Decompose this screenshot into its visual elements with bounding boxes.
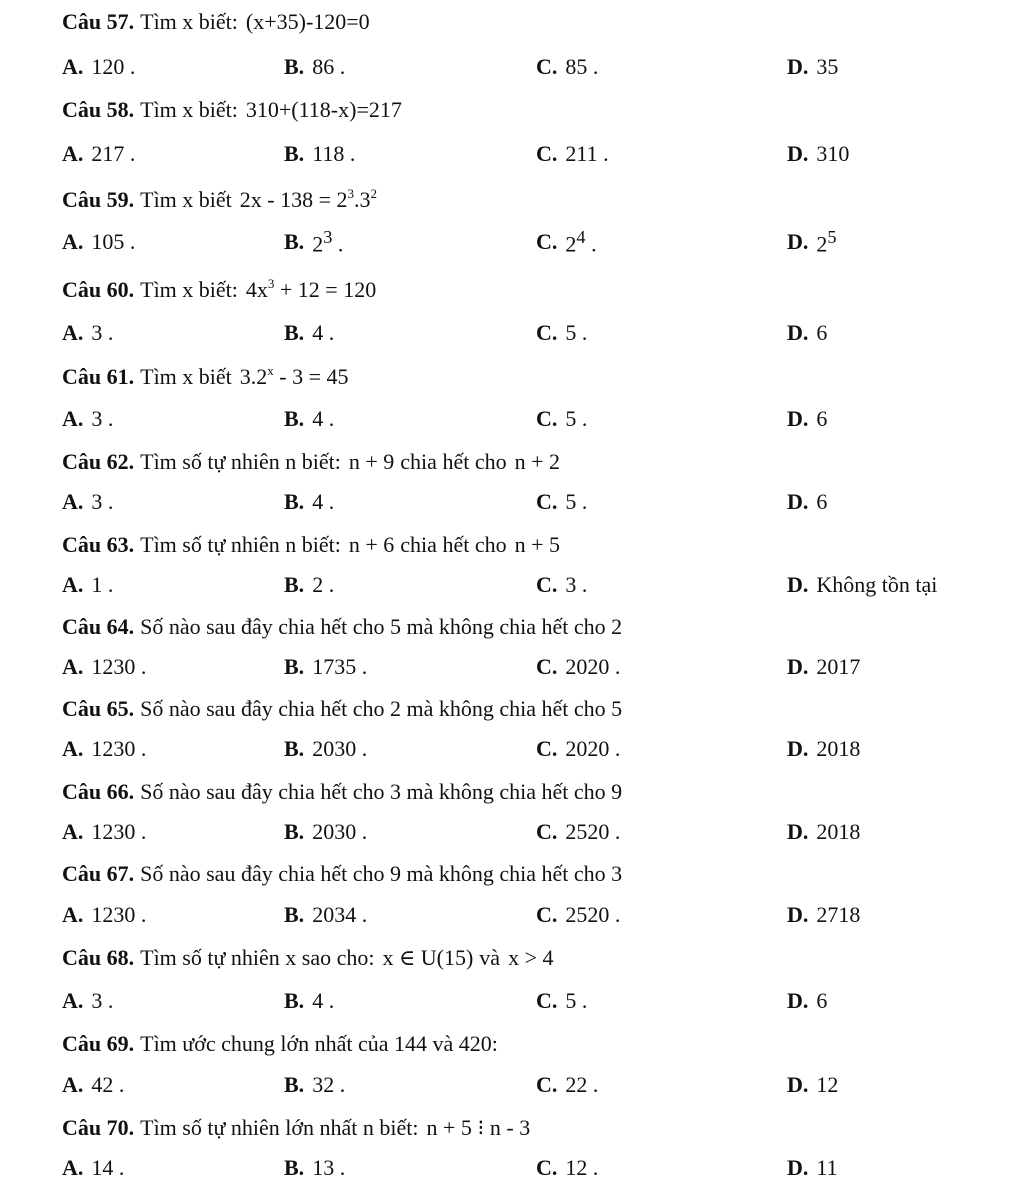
question-label: Câu 65. — [62, 696, 135, 721]
question-math-2: x > 4 — [508, 945, 554, 970]
option-c[interactable]: C. 5 . — [536, 320, 588, 345]
option-c[interactable]: C. 5 . — [536, 988, 588, 1013]
option-d[interactable]: D. 6 — [787, 320, 828, 345]
option-b[interactable]: B. 4 . — [284, 489, 335, 514]
question-text: Tìm x biết — [140, 364, 232, 389]
question-text: Số nào sau đây chia hết cho 3 mà không chia hết cho 9 — [140, 779, 623, 804]
option-d[interactable]: D. 310 — [787, 141, 850, 166]
question-math: (x+35)-120=0 — [245, 9, 370, 34]
option-a[interactable]: A. 3 . — [62, 406, 114, 431]
question-label: Câu 57. — [62, 9, 135, 34]
option-b[interactable]: B. 4 . — [284, 320, 335, 345]
option-c[interactable]: C. 2020 . — [536, 736, 621, 761]
option-c[interactable]: C. 3 . — [536, 572, 588, 597]
option-a[interactable]: A. 1230 . — [62, 819, 147, 844]
question-label: Câu 62. — [62, 449, 135, 474]
options-row — [0, 138, 1024, 170]
question-text-2: và — [479, 945, 501, 970]
question-66 — [62, 776, 622, 808]
option-b[interactable]: B. 4 . — [284, 406, 335, 431]
option-b[interactable]: B. $2^3$ . — [284, 226, 344, 257]
question-text: Tìm x biết: — [140, 9, 238, 34]
option-b[interactable]: B. 4 . — [284, 988, 335, 1013]
question-64 — [62, 611, 622, 643]
question-math: n + 9 — [348, 449, 395, 474]
question-math-2: n + 2 — [514, 449, 561, 474]
question-label: Câu 66. — [62, 779, 135, 804]
option-b[interactable]: B. 118 . — [284, 141, 356, 166]
question-58 — [62, 94, 402, 126]
option-d[interactable]: D. 2718 — [787, 902, 861, 927]
options-row — [0, 51, 1024, 83]
option-d[interactable]: D. 2018 — [787, 819, 861, 844]
option-a[interactable]: A. 3 . — [62, 489, 114, 514]
question-label: Câu 68. — [62, 945, 135, 970]
question-math: n + 6 — [348, 532, 395, 557]
option-b[interactable]: B. 13 . — [284, 1155, 346, 1180]
question-67 — [62, 858, 622, 890]
question-text: Tìm số tự nhiên n biết: — [140, 449, 341, 474]
options-row — [0, 226, 1024, 258]
question-68 — [62, 942, 553, 974]
options-row — [0, 1152, 1024, 1184]
question-text-2: chia hết cho — [400, 449, 507, 474]
option-a[interactable]: A. 3 . — [62, 320, 114, 345]
option-c[interactable]: C. 2020 . — [536, 654, 621, 679]
option-a[interactable]: A. 105 . — [62, 229, 136, 254]
option-d[interactable]: D. 35 — [787, 54, 839, 79]
option-d[interactable]: D. 2018 — [787, 736, 861, 761]
options-row — [0, 569, 1024, 601]
option-c[interactable]: C. 22 . — [536, 1072, 599, 1097]
option-b[interactable]: B. 32 . — [284, 1072, 346, 1097]
question-math: x ∈ U(15) — [382, 945, 474, 970]
question-math: 3.2$^x$ - 3 = 45 — [239, 363, 349, 389]
option-c[interactable]: C. 211 . — [536, 141, 609, 166]
question-label: Câu 64. — [62, 614, 135, 639]
options-row — [0, 486, 1024, 518]
question-label: Câu 60. — [62, 277, 135, 302]
question-math: n + 5 ⁝ n - 3 — [426, 1115, 531, 1140]
question-59 — [62, 184, 377, 216]
option-d[interactable]: D. 12 — [787, 1072, 839, 1097]
option-d[interactable]: D. 6 — [787, 406, 828, 431]
option-a[interactable]: A. 1230 . — [62, 654, 147, 679]
question-text: Số nào sau đây chia hết cho 5 mà không chia hết cho 2 — [140, 614, 623, 639]
option-d[interactable]: D. 6 — [787, 489, 828, 514]
question-text: Tìm x biết: — [140, 277, 238, 302]
option-d[interactable]: D. 6 — [787, 988, 828, 1013]
question-63 — [62, 529, 560, 561]
question-69 — [62, 1028, 498, 1060]
option-b[interactable]: B. 2030 . — [284, 819, 368, 844]
options-row — [0, 899, 1024, 931]
question-math: $4x^3 + 12 = 120$ — [245, 276, 377, 302]
option-a[interactable]: A. 14 . — [62, 1155, 125, 1180]
option-a[interactable]: A. 1230 . — [62, 902, 147, 927]
question-text: Tìm x biết: — [140, 97, 238, 122]
question-label: Câu 61. — [62, 364, 135, 389]
question-label: Câu 59. — [62, 187, 135, 212]
option-a[interactable]: A. 3 . — [62, 988, 114, 1013]
question-label: Câu 58. — [62, 97, 135, 122]
option-b[interactable]: B. 86 . — [284, 54, 346, 79]
question-57 — [62, 6, 370, 38]
option-c[interactable]: C. 12 . — [536, 1155, 599, 1180]
question-text: Tìm số tự nhiên n biết: — [140, 532, 341, 557]
question-60 — [62, 274, 376, 306]
option-c[interactable]: C. 5 . — [536, 406, 588, 431]
question-math-2: n + 5 — [514, 532, 561, 557]
option-b[interactable]: B. 1735 . — [284, 654, 368, 679]
question-text: Số nào sau đây chia hết cho 2 mà không chia hết cho 5 — [140, 696, 623, 721]
option-b[interactable]: B. 2030 . — [284, 736, 368, 761]
question-61 — [62, 361, 349, 393]
option-b[interactable]: B. 2034 . — [284, 902, 368, 927]
option-d[interactable]: D. 2017 — [787, 654, 861, 679]
option-d[interactable]: D. $2^5$ — [787, 226, 837, 257]
question-label: Câu 67. — [62, 861, 135, 886]
option-c[interactable]: C. 2520 . — [536, 902, 621, 927]
option-a[interactable]: A. 1 . — [62, 572, 114, 597]
options-row — [0, 816, 1024, 848]
option-a[interactable]: A. 217 . — [62, 141, 136, 166]
question-62 — [62, 446, 560, 478]
question-text: Số nào sau đây chia hết cho 9 mà không chia hết cho 3 — [140, 861, 623, 886]
options-row — [0, 1069, 1024, 1101]
option-c[interactable]: C. 2520 . — [536, 819, 621, 844]
option-c[interactable]: C. 5 . — [536, 489, 588, 514]
question-text-2: chia hết cho — [400, 532, 507, 557]
question-label: Câu 63. — [62, 532, 135, 557]
option-c[interactable]: C. $2^4$ . — [536, 226, 597, 257]
option-a[interactable]: A. 42 . — [62, 1072, 125, 1097]
options-row — [0, 985, 1024, 1017]
question-65 — [62, 693, 622, 725]
question-math: $2x - 138 = 2^3.3^2$ — [239, 186, 378, 212]
option-d[interactable]: D. Không tồn tại — [787, 572, 938, 597]
option-a[interactable]: A. 120 . — [62, 54, 136, 79]
question-text: Tìm x biết — [140, 187, 232, 212]
option-d[interactable]: D. 11 — [787, 1155, 838, 1180]
question-text: Tìm số tự nhiên lớn nhất n biết: — [140, 1115, 419, 1140]
option-b[interactable]: B. 2 . — [284, 572, 335, 597]
option-c[interactable]: C. 85 . — [536, 54, 599, 79]
options-row — [0, 733, 1024, 765]
question-label: Câu 69. — [62, 1031, 135, 1056]
question-label: Câu 70. — [62, 1115, 135, 1140]
question-text: Tìm số tự nhiên x sao cho: — [140, 945, 375, 970]
options-row — [0, 403, 1024, 435]
question-70 — [62, 1112, 530, 1144]
options-row — [0, 317, 1024, 349]
question-text: Tìm ước chung lớn nhất của 144 và 420: — [140, 1031, 498, 1056]
question-math: 310+(118-x)=217 — [245, 97, 402, 122]
option-a[interactable]: A. 1230 . — [62, 736, 147, 761]
options-row — [0, 651, 1024, 683]
